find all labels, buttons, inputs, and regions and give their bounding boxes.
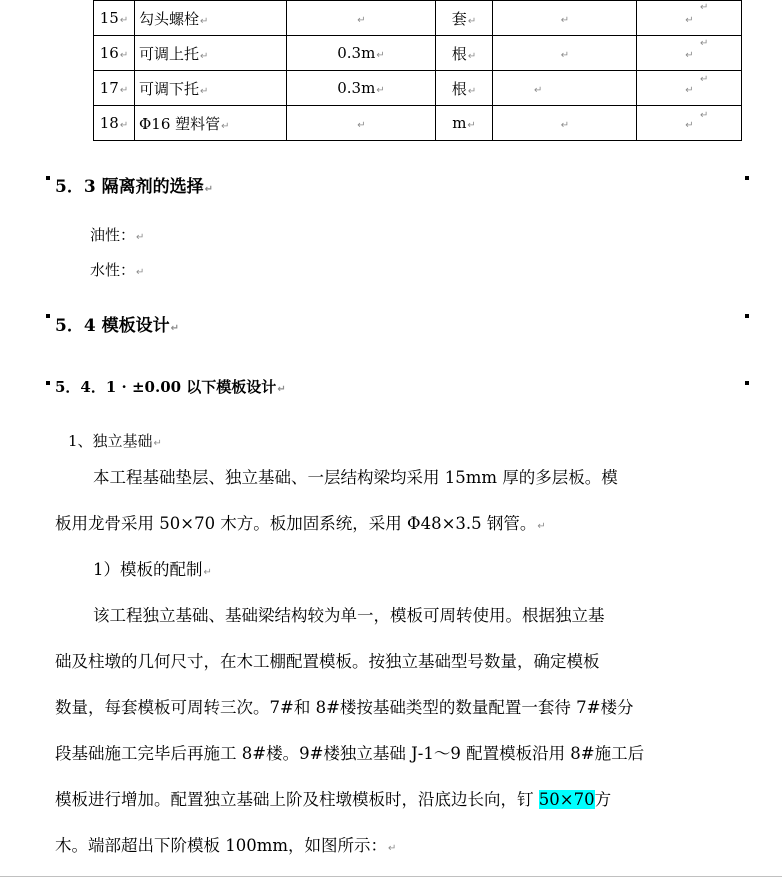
paragraph-line: 该工程独立基础、基础梁结构较为单一，模板可周转使用。根据独立基	[93, 606, 605, 625]
material-table	[93, 0, 742, 141]
item-name: Φ16 塑料管	[139, 114, 221, 133]
table-row: 15↵ 勾头螺栓↵ ↵ 套↵ ↵ ↵	[94, 1, 742, 36]
heading-bullet-mark	[745, 176, 749, 180]
heading-bullet-mark	[46, 314, 50, 318]
list-item: 油性：↵	[90, 226, 145, 244]
row-number: 17	[99, 79, 119, 97]
item-heading: 1、独立基础↵	[68, 432, 162, 450]
section-heading: 5．4 模板设计↵	[55, 316, 179, 336]
row-number: 15	[99, 9, 119, 27]
subheading: 1）模板的配制↵	[93, 560, 212, 579]
heading-bullet-mark	[745, 381, 749, 385]
table-row: 17↵ 可调下托↵ 0.3m↵ 根↵ ↵ ↵	[94, 71, 742, 106]
paragraph-line: 木。端部超出下阶模板 100mm，如图所示：↵	[55, 836, 397, 855]
heading-bullet-mark	[745, 314, 749, 318]
item-unit: m	[452, 114, 467, 132]
list-item: 水性：↵	[90, 261, 145, 279]
paragraph-line: 模板进行增加。配置独立基础上阶及柱墩模板时，沿底边长向，钉 50×70方	[55, 790, 612, 809]
paragraph-line: 段基础施工完毕后再施工 8#楼。9#楼独立基础 J-1～9 配置模板沿用 8#施工后	[55, 744, 645, 763]
table-row: 18↵ Φ16 塑料管↵ ↵ m↵ ↵ ↵	[94, 106, 742, 141]
row-number: 18	[99, 114, 119, 132]
row-end-mark: ↵	[700, 74, 709, 85]
table-row: 16↵ 可调上托↵ 0.3m↵ 根↵ ↵ ↵	[94, 36, 742, 71]
section-heading: 5．3 隔离剂的选择↵	[55, 177, 213, 197]
paragraph-line: 本工程基础垫层、独立基础、一层结构梁均采用 15mm 厚的多层板。模	[93, 468, 618, 487]
item-name: 可调上托	[139, 44, 200, 63]
item-unit: 根	[451, 79, 467, 98]
paragraph-line: 础及柱墩的几何尺寸，在木工棚配置模板。按独立基础型号数量，确定模板	[55, 652, 600, 671]
item-spec: 0.3m	[337, 79, 376, 97]
subsection-heading: 5．4．1 · ±0.00 以下模板设计↵	[55, 378, 286, 396]
paragraph-line: 板用龙骨采用 50×70 木方。板加固系统，采用 Φ48×3.5 钢管。↵	[55, 514, 546, 533]
item-unit: 根	[451, 44, 467, 63]
item-unit: 套	[451, 9, 467, 28]
item-spec: 0.3m	[337, 44, 376, 62]
item-name: 可调下托	[139, 79, 200, 98]
row-end-mark: ↵	[700, 38, 709, 49]
page-bottom-edge	[0, 876, 782, 877]
heading-bullet-mark	[46, 381, 50, 385]
row-end-mark: ↵	[700, 2, 709, 13]
row-number: 16	[99, 44, 119, 62]
item-name: 勾头螺栓	[139, 9, 200, 28]
heading-bullet-mark	[46, 176, 50, 180]
highlighted-text: 50×70	[538, 790, 595, 809]
paragraph-line: 数量，每套模板可周转三次。7#和 8#楼按基础类型的数量配置一套待 7#楼分	[55, 698, 634, 717]
row-end-mark: ↵	[700, 110, 709, 121]
